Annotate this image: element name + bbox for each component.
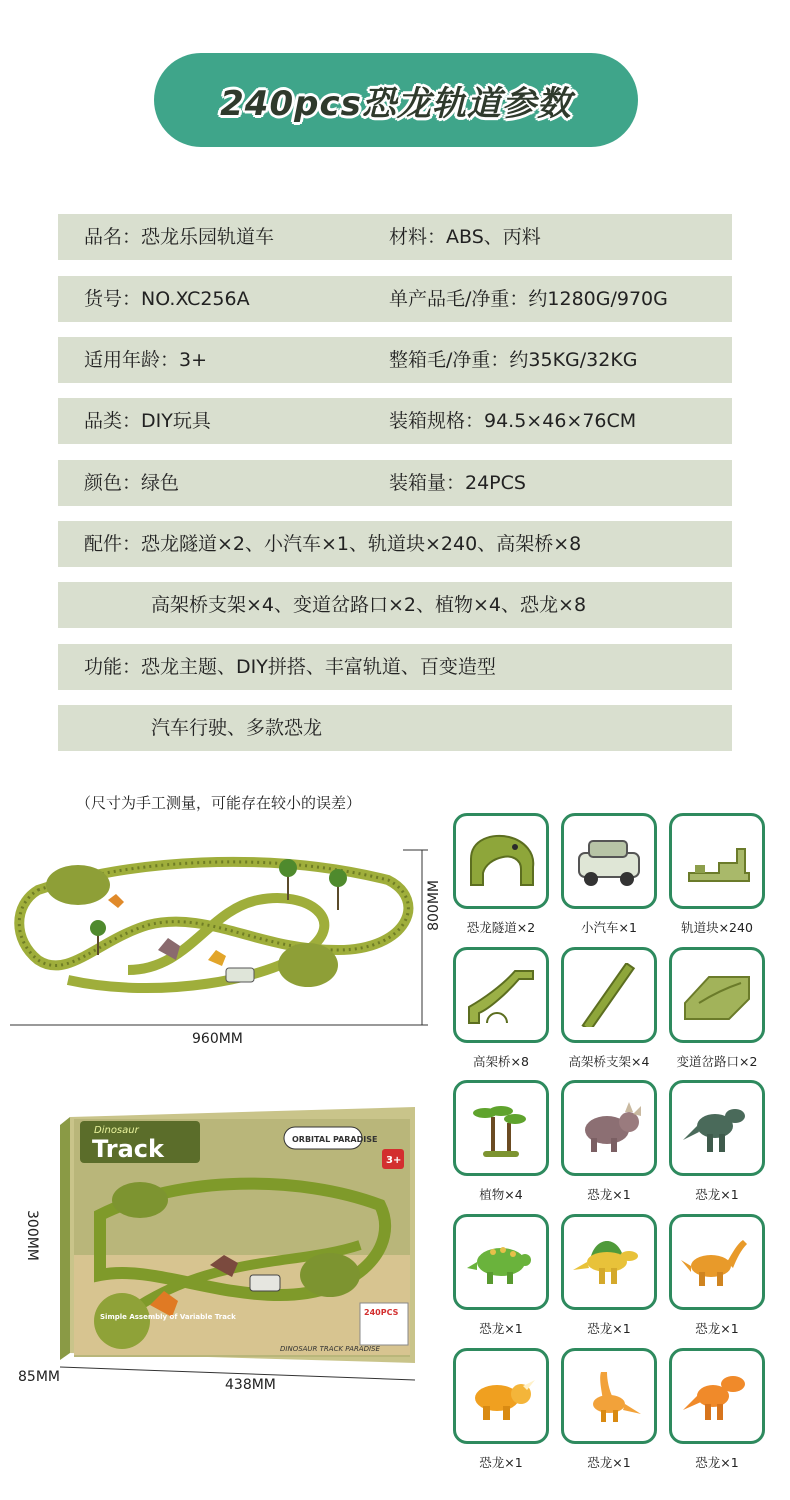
part-label: 高架桥×8 [473,1054,529,1069]
ankylosaurus-icon [463,1230,539,1294]
spec-carton-weight: 整箱毛/净重：约35KG/32KG [389,349,638,371]
part-label: 高架桥支架×4 [568,1054,650,1069]
spec-accessories: 配件：恐龙隧道×2、小汽车×1、轨道块×240、高架桥×8 [84,533,582,555]
triceratops-icon [463,1364,539,1428]
part-card [669,1348,765,1444]
box-height-label: 300MM [24,1210,40,1261]
spec-category: 品类：DIY玩具 [84,410,211,432]
bridge-support-icon [571,963,647,1027]
part-label: 恐龙×1 [695,1455,739,1470]
page-title: 240pcs恐龙轨道参数 [220,83,572,124]
part-card [561,1214,657,1310]
track-layout-image [8,830,430,1030]
spec-row [58,276,732,322]
spec-age: 适用年龄：3+ [84,349,208,371]
part-card [561,1080,657,1176]
box-depth-label: 85MM [18,1369,60,1385]
box-width-label: 438MM [225,1377,276,1393]
spec-row [58,521,732,567]
part-label: 恐龙隧道×2 [466,920,536,935]
spec-row [58,582,732,628]
spec-row [58,460,732,506]
styracosaurus-icon [571,1096,647,1160]
part-label: 恐龙×1 [587,1455,631,1470]
spec-row [58,398,732,444]
box-badge: ORBITAL PARADISE [292,1135,378,1144]
spec-features-cont: 汽车行驶、多款恐龙 [151,717,323,739]
plant-icon [463,1093,539,1163]
box-brand-small: Dinosaur [94,1125,139,1136]
part-card [669,1080,765,1176]
part-card [561,813,657,909]
part-label: 恐龙×1 [479,1321,523,1336]
track-width-label: 960MM [192,1031,243,1047]
sauropod-icon [679,1230,755,1294]
part-card [453,1348,549,1444]
part-card [669,947,765,1043]
spec-carton-qty: 装箱量：24PCS [389,472,526,494]
part-card [453,1214,549,1310]
spec-accessories-cont: 高架桥支架×4、变道岔路口×2、植物×4、恐龙×8 [151,594,587,616]
part-label: 恐龙×1 [695,1187,739,1202]
box-footer: DINOSAUR TRACK PARADISE [280,1345,380,1353]
track-piece-icon [679,829,755,893]
box-age: 3+ [386,1155,402,1166]
spec-row [58,214,732,260]
box-pcs: 240PCS [364,1308,399,1317]
spec-row [58,337,732,383]
spec-product-name: 品名：恐龙乐园轨道车 [84,226,275,248]
spec-unit-weight: 单产品毛/净重：约1280G/970G [389,288,668,310]
part-card [561,947,657,1043]
track-height-label: 800MM [426,880,442,931]
part-card [453,1080,549,1176]
box-slogan: Simple Assembly of Variable Track [100,1313,236,1321]
spinosaurus-icon [571,1230,647,1294]
measurement-note: （尺寸为手工测量，可能存在较小的误差） [76,794,362,812]
spec-color: 颜色：绿色 [84,472,180,494]
trex-icon [679,1096,755,1160]
part-label: 恐龙×1 [695,1321,739,1336]
dino-tunnel-icon [463,829,539,893]
part-card [453,813,549,909]
product-box-image [60,1105,420,1385]
part-card [669,1214,765,1310]
junction-icon [679,963,755,1027]
spec-item-no: 货号：NO.XC256A [84,288,250,310]
spec-row [58,705,732,751]
viaduct-icon [463,963,539,1027]
part-label: 植物×4 [479,1187,523,1202]
part-label: 恐龙×1 [479,1455,523,1470]
part-label: 小汽车×1 [581,920,637,935]
orange-trex-icon [679,1364,755,1428]
part-label: 变道岔路口×2 [676,1054,758,1069]
spec-carton-size: 装箱规格：94.5×46×76CM [389,410,637,432]
part-label: 恐龙×1 [587,1321,631,1336]
toy-car-icon [571,829,647,893]
part-card [453,947,549,1043]
brachiosaurus-icon [571,1364,647,1428]
part-label: 轨道块×240 [681,920,753,935]
spec-row [58,644,732,690]
part-label: 恐龙×1 [587,1187,631,1202]
box-brand: Track [92,1135,164,1163]
spec-features: 功能：恐龙主题、DIY拼搭、丰富轨道、百变造型 [84,656,496,678]
spec-material: 材料：ABS、丙料 [389,226,541,248]
title-banner [154,53,638,147]
part-card [669,813,765,909]
part-card [561,1348,657,1444]
